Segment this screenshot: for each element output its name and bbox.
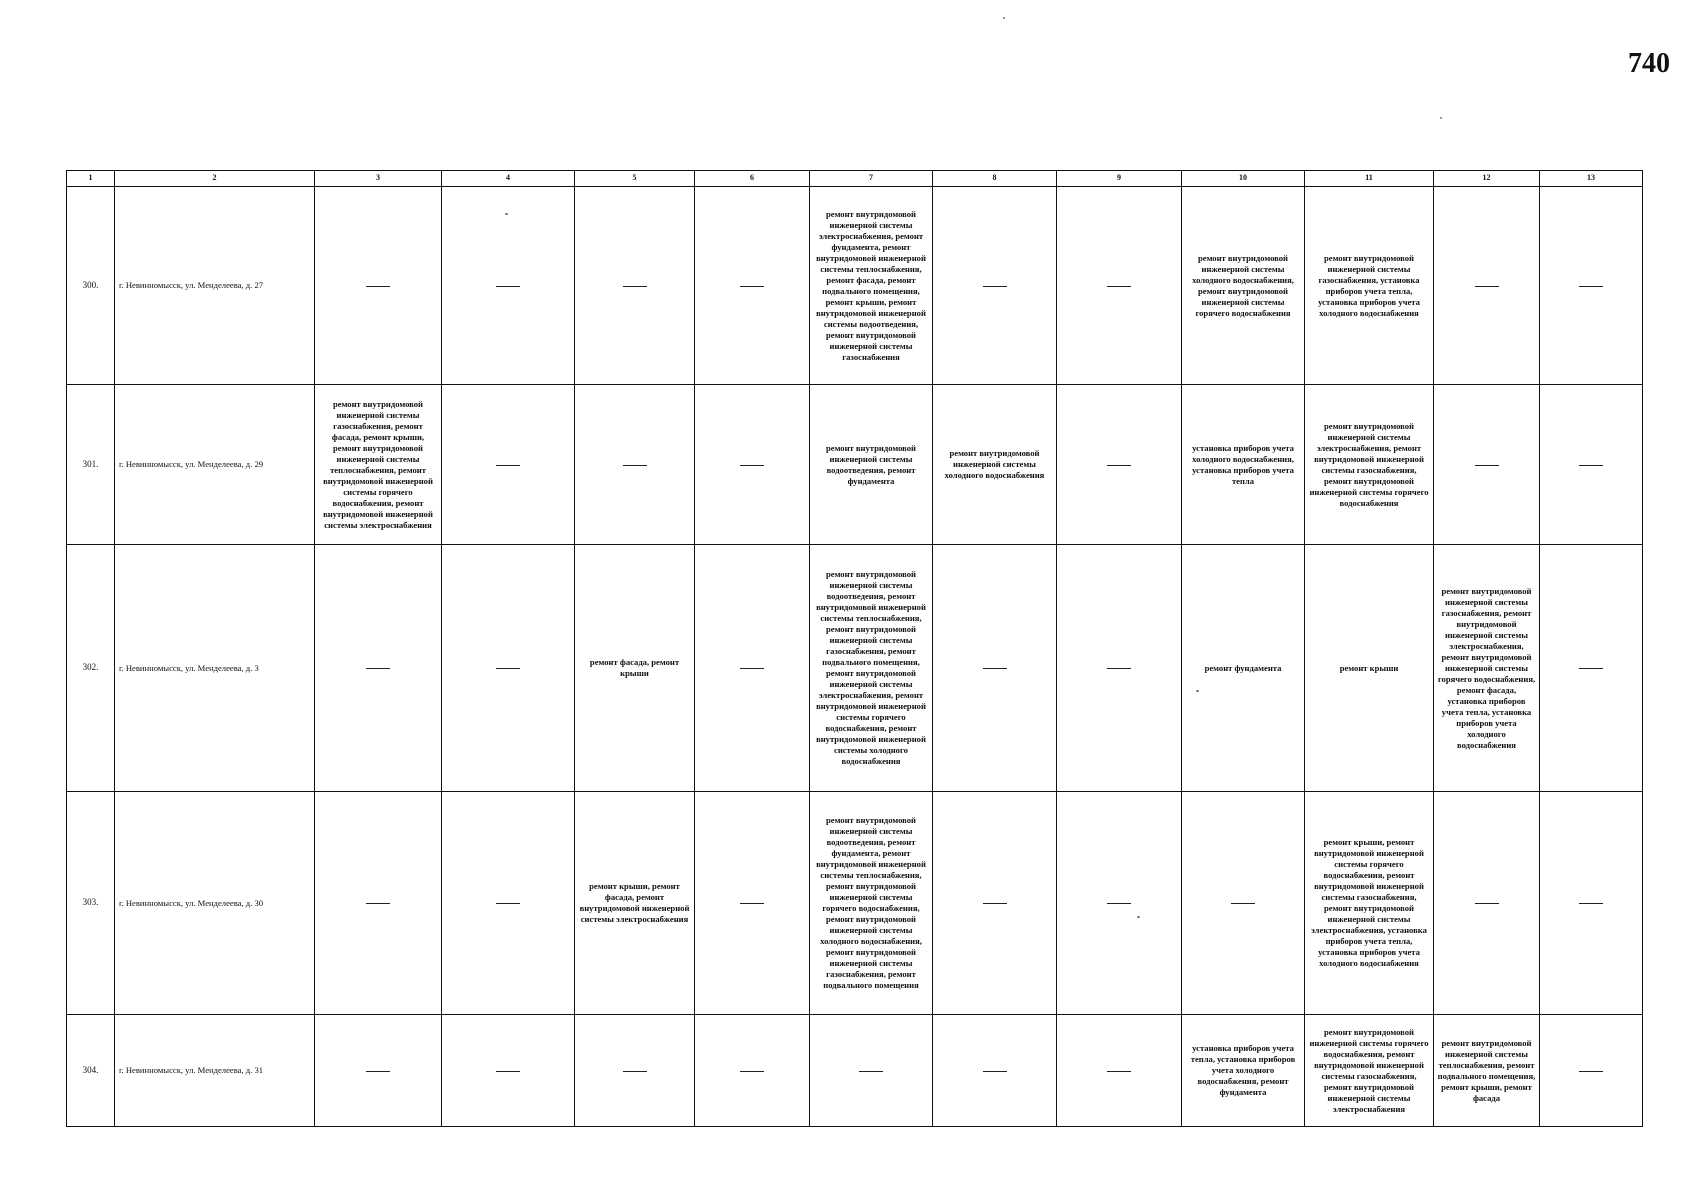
- dash-mark: [1107, 1071, 1131, 1072]
- dash-mark: [740, 1071, 764, 1072]
- empty-cell-col-8: [933, 1015, 1057, 1127]
- dash-mark: [623, 465, 647, 466]
- empty-cell-col-9: [1057, 792, 1182, 1015]
- work-cell-col-10: ремонт внутридомовой инженерной системы холодного водоснабжения, ремонт внутридомовой инженерной системы горячего водоснабжения: [1182, 187, 1305, 385]
- dash-mark: [623, 1071, 647, 1072]
- table-body: [67, 187, 1643, 1127]
- dash-mark: [1579, 1071, 1603, 1072]
- column-number-13: 13: [1540, 171, 1643, 187]
- dash-mark: [366, 903, 390, 904]
- work-cell-col-10: ремонт фундамента: [1182, 545, 1305, 792]
- work-cell-col-11: ремонт крыши, ремонт внутридомовой инженерной системы горячего водоснабжения, ремонт внутридомовой инженерной системы газоснабжения, ремонт внутридомовой инженерной системы электроснабжения, установка приборов учета тепла, установка приборов учета холодного водоснабжения: [1305, 792, 1434, 1015]
- dash-mark: [1579, 903, 1603, 904]
- dash-mark: [859, 1071, 883, 1072]
- address-cell: г. Невинномысск, ул. Менделеева, д. 3: [115, 545, 315, 792]
- dash-mark: [983, 903, 1007, 904]
- empty-cell-col-10: [1182, 792, 1305, 1015]
- empty-cell-col-9: [1057, 1015, 1182, 1127]
- work-cell-col-3: ремонт внутридомовой инженерной системы газоснабжения, ремонт фасада, ремонт крыши, ремонт внутридомовой инженерной системы теплоснабжения, ремонт внутридомовой инженерной системы горячего водоснабжения, ремонт внутридомовой инженерной системы электроснабжения: [315, 385, 442, 545]
- dash-mark: [1107, 903, 1131, 904]
- empty-cell-col-12: [1434, 792, 1540, 1015]
- empty-cell-col-8: [933, 187, 1057, 385]
- empty-cell-col-4: [442, 187, 575, 385]
- table-row: [67, 385, 1643, 545]
- empty-cell-col-9: [1057, 385, 1182, 545]
- empty-cell-col-13: [1540, 187, 1643, 385]
- dash-mark: [1475, 903, 1499, 904]
- dash-mark: [366, 668, 390, 669]
- empty-cell-col-9: [1057, 187, 1182, 385]
- work-cell-col-7: ремонт внутридомовой инженерной системы электроснабжения, ремонт фундамента, ремонт внутридомовой инженерной системы теплоснабжения, ремонт фасада, ремонт подвального помещения, ремонт крыши, ремонт внутридомовой инженерной системы водоотведения, ремонт внутридомовой инженерной системы газоснабжения: [810, 187, 933, 385]
- dash-mark: [1579, 465, 1603, 466]
- empty-cell-col-6: [695, 385, 810, 545]
- dash-mark: [983, 1071, 1007, 1072]
- address-cell: г. Невинномысск, ул. Менделеева, д. 27: [115, 187, 315, 385]
- work-cell-col-10: установка приборов учета тепла, установка приборов учета холодного водоснабжения, ремонт фундамента: [1182, 1015, 1305, 1127]
- dash-mark: [366, 286, 390, 287]
- column-number-9: 9: [1057, 171, 1182, 187]
- table-row: [67, 1015, 1643, 1127]
- work-cell-col-7: ремонт внутридомовой инженерной системы водоотведения, ремонт внутридомовой инженерной системы теплоснабжения, ремонт внутридомовой инженерной системы газоснабжения, ремонт подвального помещения, ремонт внутридомовой инженерной системы электроснабжения, ремонт внутридомовой инженерной системы горячего водоснабжения, ремонт внутридомовой инженерной системы холодного водоснабжения: [810, 545, 933, 792]
- work-cell-col-10: установка приборов учета холодного водоснабжения, установка приборов учета тепла: [1182, 385, 1305, 545]
- dash-mark: [740, 903, 764, 904]
- column-number-1: 1: [67, 171, 115, 187]
- dash-mark: [496, 1071, 520, 1072]
- empty-cell-col-9: [1057, 545, 1182, 792]
- empty-cell-col-6: [695, 1015, 810, 1127]
- scan-speck: [1440, 117, 1442, 119]
- table-row: [67, 545, 1643, 792]
- column-number-4: 4: [442, 171, 575, 187]
- work-cell-col-7: ремонт внутридомовой инженерной системы водоотведения, ремонт фундамента, ремонт внутридомовой инженерной системы теплоснабжения, ремонт внутридомовой инженерной системы горячего водоснабжения, ремонт внутридомовой инженерной системы холодного водоснабжения, ремонт внутридомовой инженерной системы газоснабжения, ремонт подвального помещения: [810, 792, 933, 1015]
- empty-cell-col-7: [810, 1015, 933, 1127]
- dash-mark: [983, 286, 1007, 287]
- work-cell-col-7: ремонт внутридомовой инженерной системы водоотведения, ремонт фундамента: [810, 385, 933, 545]
- empty-cell-col-4: [442, 545, 575, 792]
- row-number-cell: 304.: [67, 1015, 115, 1127]
- dash-mark: [740, 286, 764, 287]
- dash-mark: [496, 668, 520, 669]
- dash-mark: [1579, 668, 1603, 669]
- table-row: [67, 187, 1643, 385]
- column-number-10: 10: [1182, 171, 1305, 187]
- column-number-7: 7: [810, 171, 933, 187]
- address-cell: г. Невинномысск, ул. Менделеева, д. 31: [115, 1015, 315, 1127]
- column-number-2: 2: [115, 171, 315, 187]
- empty-cell-col-13: [1540, 545, 1643, 792]
- work-cell-col-12: ремонт внутридомовой инженерной системы теплоснабжения, ремонт подвального помещения, ремонт крыши, ремонт фасада: [1434, 1015, 1540, 1127]
- row-number-cell: 303.: [67, 792, 115, 1015]
- empty-cell-col-6: [695, 792, 810, 1015]
- dash-mark: [740, 465, 764, 466]
- scan-speck: [505, 213, 508, 215]
- empty-cell-col-5: [575, 385, 695, 545]
- empty-cell-col-4: [442, 385, 575, 545]
- address-cell: г. Невинномысск, ул. Менделеева, д. 30: [115, 792, 315, 1015]
- dash-mark: [1579, 286, 1603, 287]
- empty-cell-col-3: [315, 187, 442, 385]
- column-number-row: [67, 171, 1643, 187]
- empty-cell-col-4: [442, 792, 575, 1015]
- column-number-6: 6: [695, 171, 810, 187]
- empty-cell-col-8: [933, 545, 1057, 792]
- work-cell-col-12: ремонт внутридомовой инженерной системы газоснабжения, ремонт внутридомовой инженерной системы электроснабжения, ремонт внутридомовой инженерной системы горячего водоснабжения, ремонт фасада, установка приборов учета тепла, установка приборов учета холодного водоснабжения: [1434, 545, 1540, 792]
- dash-mark: [983, 668, 1007, 669]
- work-cell-col-8: ремонт внутридомовой инженерной системы холодного водоснабжения: [933, 385, 1057, 545]
- page-number: 740: [1628, 48, 1670, 79]
- work-cell-col-5: ремонт фасада, ремонт крыши: [575, 545, 695, 792]
- dash-mark: [1475, 286, 1499, 287]
- empty-cell-col-8: [933, 792, 1057, 1015]
- address-cell: г. Невинномысск, ул. Менделеева, д. 29: [115, 385, 315, 545]
- row-number-cell: 300.: [67, 187, 115, 385]
- empty-cell-col-3: [315, 1015, 442, 1127]
- dash-mark: [366, 1071, 390, 1072]
- column-number-3: 3: [315, 171, 442, 187]
- empty-cell-col-13: [1540, 1015, 1643, 1127]
- dash-mark: [1231, 903, 1255, 904]
- empty-cell-col-13: [1540, 385, 1643, 545]
- dash-mark: [1107, 286, 1131, 287]
- column-number-8: 8: [933, 171, 1057, 187]
- empty-cell-col-6: [695, 187, 810, 385]
- empty-cell-col-4: [442, 1015, 575, 1127]
- row-number-cell: 301.: [67, 385, 115, 545]
- dash-mark: [623, 286, 647, 287]
- dash-mark: [496, 465, 520, 466]
- work-cell-col-11: ремонт внутридомовой инженерной системы горячего водоснабжения, ремонт внутридомовой инженерной системы газоснабжения, ремонт внутридомовой инженерной системы электроснабжения: [1305, 1015, 1434, 1127]
- column-number-5: 5: [575, 171, 695, 187]
- empty-cell-col-5: [575, 187, 695, 385]
- empty-cell-col-12: [1434, 187, 1540, 385]
- empty-cell-col-3: [315, 545, 442, 792]
- work-cell-col-11: ремонт внутридомовой инженерной системы электроснабжения, ремонт внутридомовой инженерной системы газоснабжения, ремонт внутридомовой инженерной системы горячего водоснабжения: [1305, 385, 1434, 545]
- dash-mark: [496, 286, 520, 287]
- column-number-11: 11: [1305, 171, 1434, 187]
- scan-speck: [1196, 690, 1199, 692]
- row-number-cell: 302.: [67, 545, 115, 792]
- scan-speck: [1003, 17, 1005, 19]
- dash-mark: [1107, 668, 1131, 669]
- dash-mark: [1107, 465, 1131, 466]
- repair-schedule-table: [66, 170, 1643, 1127]
- dash-mark: [1475, 465, 1499, 466]
- empty-cell-col-12: [1434, 385, 1540, 545]
- table-row: [67, 792, 1643, 1015]
- empty-cell-col-5: [575, 1015, 695, 1127]
- work-cell-col-11: ремонт внутридомовой инженерной системы газоснабжения, установка приборов учета тепла, установка приборов учета холодного водоснабжения: [1305, 187, 1434, 385]
- dash-mark: [496, 903, 520, 904]
- scan-speck: [1137, 916, 1140, 918]
- dash-mark: [740, 668, 764, 669]
- empty-cell-col-6: [695, 545, 810, 792]
- empty-cell-col-13: [1540, 792, 1643, 1015]
- work-cell-col-5: ремонт крыши, ремонт фасада, ремонт внутридомовой инженерной системы электроснабжения: [575, 792, 695, 1015]
- work-cell-col-11: ремонт крыши: [1305, 545, 1434, 792]
- table-header: [67, 171, 1643, 187]
- column-number-12: 12: [1434, 171, 1540, 187]
- empty-cell-col-3: [315, 792, 442, 1015]
